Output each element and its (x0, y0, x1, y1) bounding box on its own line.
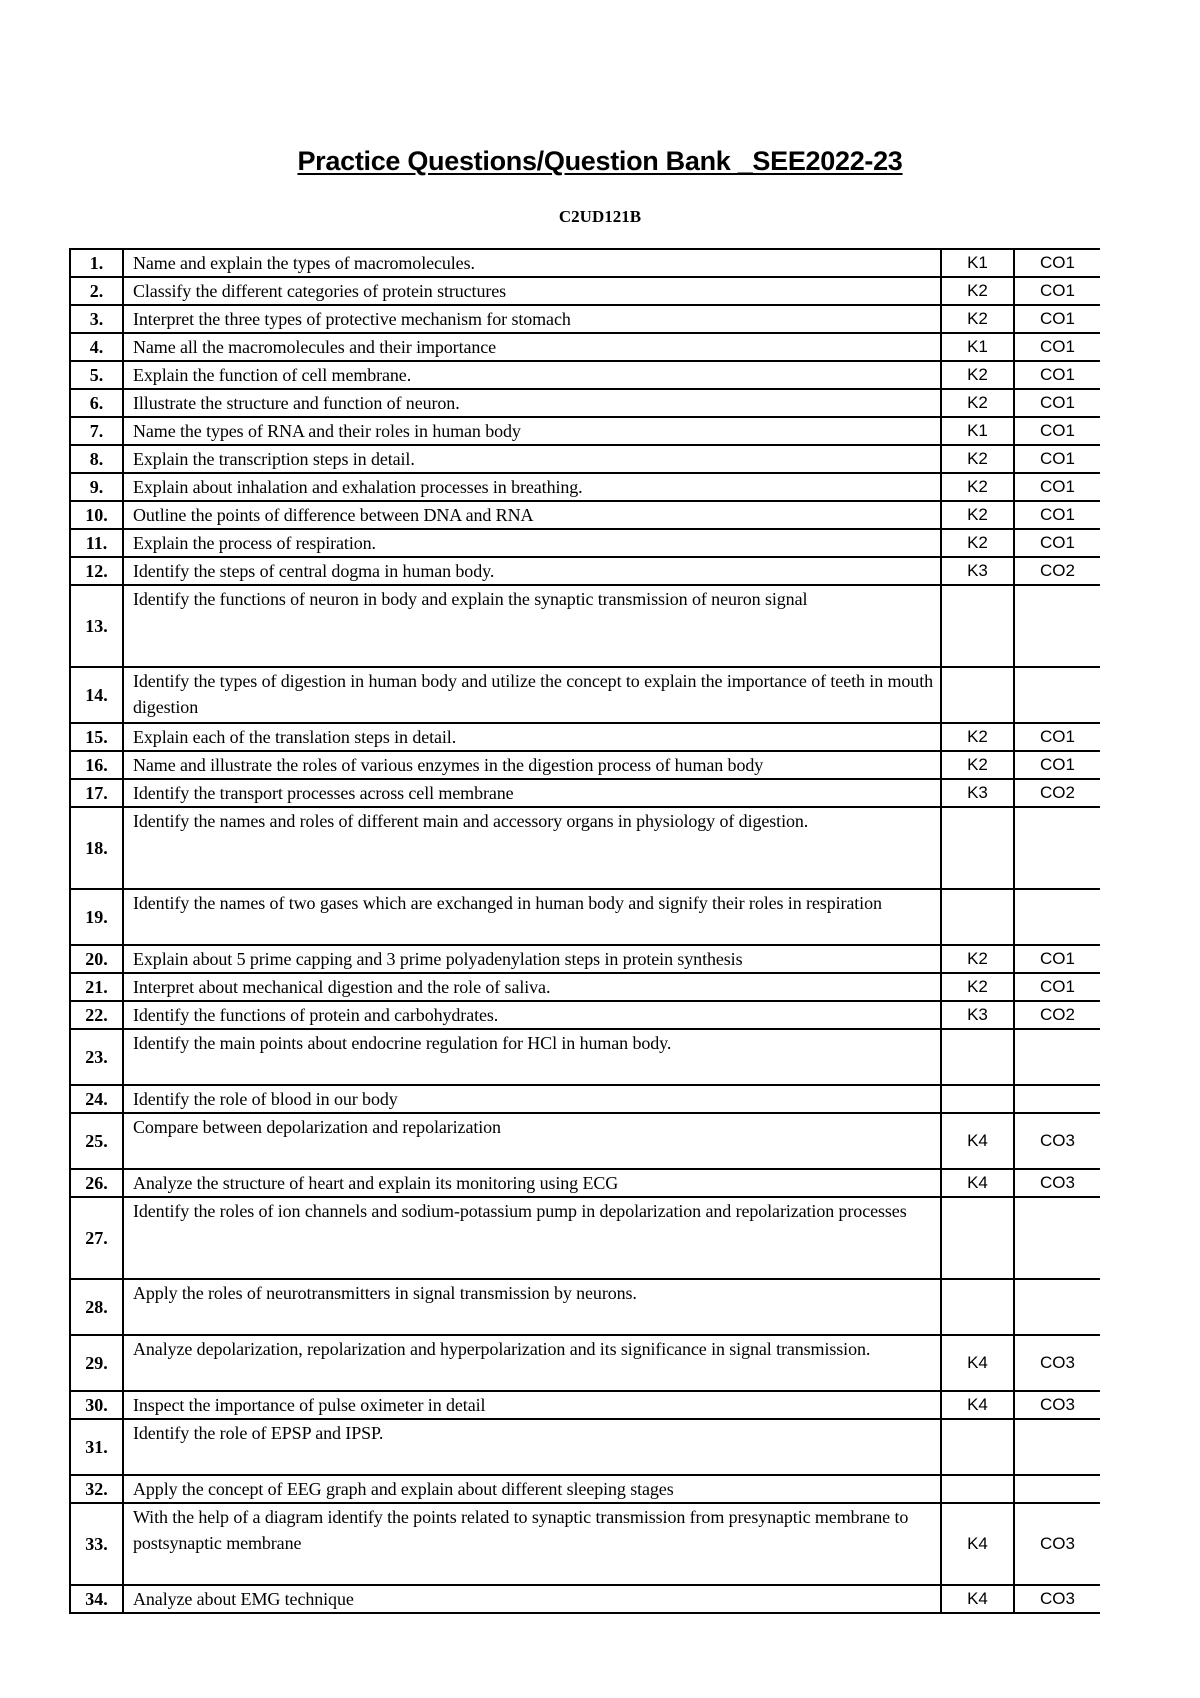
knowledge-level: K4 (941, 1169, 1014, 1197)
table-row (70, 1419, 1100, 1475)
question-text: Interpret about mechanical digestion and the role of saliva. (123, 973, 941, 1001)
knowledge-level (941, 585, 1014, 667)
question-text: Name the types of RNA and their roles in human body (123, 417, 941, 445)
course-outcome: CO1 (1014, 249, 1100, 277)
table-row (70, 1335, 1100, 1391)
table-row (70, 945, 1100, 973)
knowledge-level (941, 1029, 1014, 1085)
question-text: Illustrate the structure and function of neuron. (123, 389, 941, 417)
course-outcome: CO1 (1014, 333, 1100, 361)
course-outcome (1014, 1197, 1100, 1279)
question-text: Identify the transport processes across cell membrane (123, 779, 941, 807)
course-outcome (1014, 585, 1100, 667)
knowledge-level: K2 (941, 305, 1014, 333)
table-row (70, 1279, 1100, 1335)
table-row (70, 417, 1100, 445)
question-text: Analyze about EMG technique (123, 1585, 941, 1613)
course-outcome: CO2 (1014, 779, 1100, 807)
question-text: Identify the role of EPSP and IPSP. (123, 1419, 941, 1475)
table-row (70, 973, 1100, 1001)
knowledge-level: K2 (941, 389, 1014, 417)
question-number: 31. (70, 1419, 123, 1475)
question-text: With the help of a diagram identify the points related to synaptic transmission from presynaptic membrane to postsynaptic membrane (123, 1503, 941, 1585)
question-text: Identify the types of digestion in human body and utilize the concept to explain the importance of teeth in mouth digestion (123, 667, 941, 723)
course-outcome: CO1 (1014, 473, 1100, 501)
question-text: Identify the roles of ion channels and sodium-potassium pump in depolarization and repolarization processes (123, 1197, 941, 1279)
knowledge-level (941, 1419, 1014, 1475)
question-number: 30. (70, 1391, 123, 1419)
question-text: Explain about 5 prime capping and 3 prime polyadenylation steps in protein synthesis (123, 945, 941, 973)
knowledge-level: K2 (941, 751, 1014, 779)
course-outcome: CO2 (1014, 1001, 1100, 1029)
table-row (70, 333, 1100, 361)
question-text: Name and explain the types of macromolecules. (123, 249, 941, 277)
question-number: 19. (70, 889, 123, 945)
table-row (70, 529, 1100, 557)
question-number: 18. (70, 807, 123, 889)
question-text: Inspect the importance of pulse oximeter in detail (123, 1391, 941, 1419)
question-text: Explain about inhalation and exhalation processes in breathing. (123, 473, 941, 501)
knowledge-level: K2 (941, 723, 1014, 751)
knowledge-level (941, 1279, 1014, 1335)
knowledge-level: K2 (941, 529, 1014, 557)
table-row (70, 1391, 1100, 1419)
knowledge-level: K3 (941, 779, 1014, 807)
question-text: Apply the concept of EEG graph and explain about different sleeping stages (123, 1475, 941, 1503)
course-outcome: CO3 (1014, 1503, 1100, 1585)
table-row (70, 305, 1100, 333)
question-number: 6. (70, 389, 123, 417)
knowledge-level: K3 (941, 557, 1014, 585)
question-text: Compare between depolarization and repolarization (123, 1113, 941, 1169)
table-row (70, 1169, 1100, 1197)
knowledge-level: K2 (941, 445, 1014, 473)
question-number: 20. (70, 945, 123, 973)
question-number: 16. (70, 751, 123, 779)
question-number: 22. (70, 1001, 123, 1029)
table-row (70, 501, 1100, 529)
knowledge-level (941, 807, 1014, 889)
question-number: 8. (70, 445, 123, 473)
question-number: 10. (70, 501, 123, 529)
course-outcome (1014, 889, 1100, 945)
course-outcome: CO1 (1014, 945, 1100, 973)
table-row (70, 1001, 1100, 1029)
table-row (70, 389, 1100, 417)
page-title: Practice Questions/Question Bank _SEE2022-23 (297, 146, 903, 176)
question-number: 9. (70, 473, 123, 501)
table-row (70, 473, 1100, 501)
knowledge-level: K2 (941, 501, 1014, 529)
question-number: 7. (70, 417, 123, 445)
knowledge-level (941, 889, 1014, 945)
question-text: Identify the role of blood in our body (123, 1085, 941, 1113)
question-number: 29. (70, 1335, 123, 1391)
table-row (70, 585, 1100, 667)
question-number: 26. (70, 1169, 123, 1197)
course-outcome: CO1 (1014, 501, 1100, 529)
question-number: 13. (70, 585, 123, 667)
question-text: Identify the names of two gases which are exchanged in human body and signify their roles in respiration (123, 889, 941, 945)
question-text: Explain the function of cell membrane. (123, 361, 941, 389)
question-text: Analyze the structure of heart and explain its monitoring using ECG (123, 1169, 941, 1197)
question-number: 25. (70, 1113, 123, 1169)
table-row (70, 1085, 1100, 1113)
table-row (70, 1503, 1100, 1585)
knowledge-level (941, 1085, 1014, 1113)
course-outcome: CO1 (1014, 361, 1100, 389)
table-row (70, 751, 1100, 779)
question-text: Identify the steps of central dogma in human body. (123, 557, 941, 585)
question-number: 24. (70, 1085, 123, 1113)
question-text: Identify the names and roles of different main and accessory organs in physiology of digestion. (123, 807, 941, 889)
course-outcome: CO1 (1014, 417, 1100, 445)
table-row (70, 361, 1100, 389)
question-number: 15. (70, 723, 123, 751)
question-text: Apply the roles of neurotransmitters in signal transmission by neurons. (123, 1279, 941, 1335)
question-number: 2. (70, 277, 123, 305)
course-outcome: CO3 (1014, 1113, 1100, 1169)
course-outcome: CO1 (1014, 445, 1100, 473)
question-text: Name and illustrate the roles of various enzymes in the digestion process of human body (123, 751, 941, 779)
knowledge-level: K4 (941, 1585, 1014, 1613)
question-text: Name all the macromolecules and their importance (123, 333, 941, 361)
course-outcome (1014, 667, 1100, 723)
course-outcome: CO3 (1014, 1169, 1100, 1197)
course-outcome: CO1 (1014, 277, 1100, 305)
question-number: 23. (70, 1029, 123, 1085)
course-outcome: CO3 (1014, 1391, 1100, 1419)
course-outcome: CO1 (1014, 389, 1100, 417)
course-outcome (1014, 1475, 1100, 1503)
knowledge-level (941, 667, 1014, 723)
knowledge-level (941, 1197, 1014, 1279)
question-text: Identify the functions of neuron in body and explain the synaptic transmission of neuron signal (123, 585, 941, 667)
knowledge-level: K1 (941, 333, 1014, 361)
knowledge-level: K2 (941, 473, 1014, 501)
knowledge-level: K4 (941, 1335, 1014, 1391)
knowledge-level: K4 (941, 1391, 1014, 1419)
question-table (69, 248, 1100, 1614)
question-number: 34. (70, 1585, 123, 1613)
table-row (70, 557, 1100, 585)
question-number: 12. (70, 557, 123, 585)
question-number: 14. (70, 667, 123, 723)
table-row (70, 249, 1100, 277)
question-number: 11. (70, 529, 123, 557)
table-row (70, 1029, 1100, 1085)
knowledge-level: K2 (941, 361, 1014, 389)
table-row (70, 667, 1100, 723)
question-number: 17. (70, 779, 123, 807)
table-row (70, 723, 1100, 751)
question-text: Explain the process of respiration. (123, 529, 941, 557)
course-outcome (1014, 1029, 1100, 1085)
course-outcome: CO1 (1014, 973, 1100, 1001)
table-row (70, 445, 1100, 473)
knowledge-level: K1 (941, 417, 1014, 445)
table-row (70, 1113, 1100, 1169)
table-row (70, 1585, 1100, 1613)
course-outcome: CO1 (1014, 529, 1100, 557)
question-text: Classify the different categories of protein structures (123, 277, 941, 305)
table-row (70, 807, 1100, 889)
course-outcome (1014, 807, 1100, 889)
question-number: 28. (70, 1279, 123, 1335)
course-outcome (1014, 1419, 1100, 1475)
knowledge-level: K2 (941, 945, 1014, 973)
question-number: 32. (70, 1475, 123, 1503)
knowledge-level: K4 (941, 1503, 1014, 1585)
course-outcome: CO3 (1014, 1335, 1100, 1391)
course-outcome: CO2 (1014, 557, 1100, 585)
question-text: Explain the transcription steps in detail. (123, 445, 941, 473)
question-text: Identify the main points about endocrine regulation for HCl in human body. (123, 1029, 941, 1085)
knowledge-level: K2 (941, 277, 1014, 305)
question-table-body (70, 249, 1100, 1613)
question-number: 4. (70, 333, 123, 361)
question-number: 27. (70, 1197, 123, 1279)
question-text: Interpret the three types of protective mechanism for stomach (123, 305, 941, 333)
table-row (70, 1197, 1100, 1279)
question-number: 1. (70, 249, 123, 277)
knowledge-level: K2 (941, 973, 1014, 1001)
knowledge-level (941, 1475, 1014, 1503)
course-outcome: CO1 (1014, 751, 1100, 779)
course-outcome (1014, 1279, 1100, 1335)
question-number: 33. (70, 1503, 123, 1585)
knowledge-level: K3 (941, 1001, 1014, 1029)
question-text: Outline the points of difference between DNA and RNA (123, 501, 941, 529)
question-text: Explain each of the translation steps in detail. (123, 723, 941, 751)
table-row (70, 889, 1100, 945)
knowledge-level: K1 (941, 249, 1014, 277)
course-outcome: CO1 (1014, 305, 1100, 333)
course-outcome: CO3 (1014, 1585, 1100, 1613)
table-row (70, 277, 1100, 305)
question-text: Analyze depolarization, repolarization and hyperpolarization and its significance in signal transmission. (123, 1335, 941, 1391)
course-outcome (1014, 1085, 1100, 1113)
question-number: 3. (70, 305, 123, 333)
table-row (70, 779, 1100, 807)
course-code: C2UD121B (558, 207, 642, 226)
question-number: 21. (70, 973, 123, 1001)
course-outcome: CO1 (1014, 723, 1100, 751)
question-number: 5. (70, 361, 123, 389)
knowledge-level: K4 (941, 1113, 1014, 1169)
question-text: Identify the functions of protein and carbohydrates. (123, 1001, 941, 1029)
table-row (70, 1475, 1100, 1503)
